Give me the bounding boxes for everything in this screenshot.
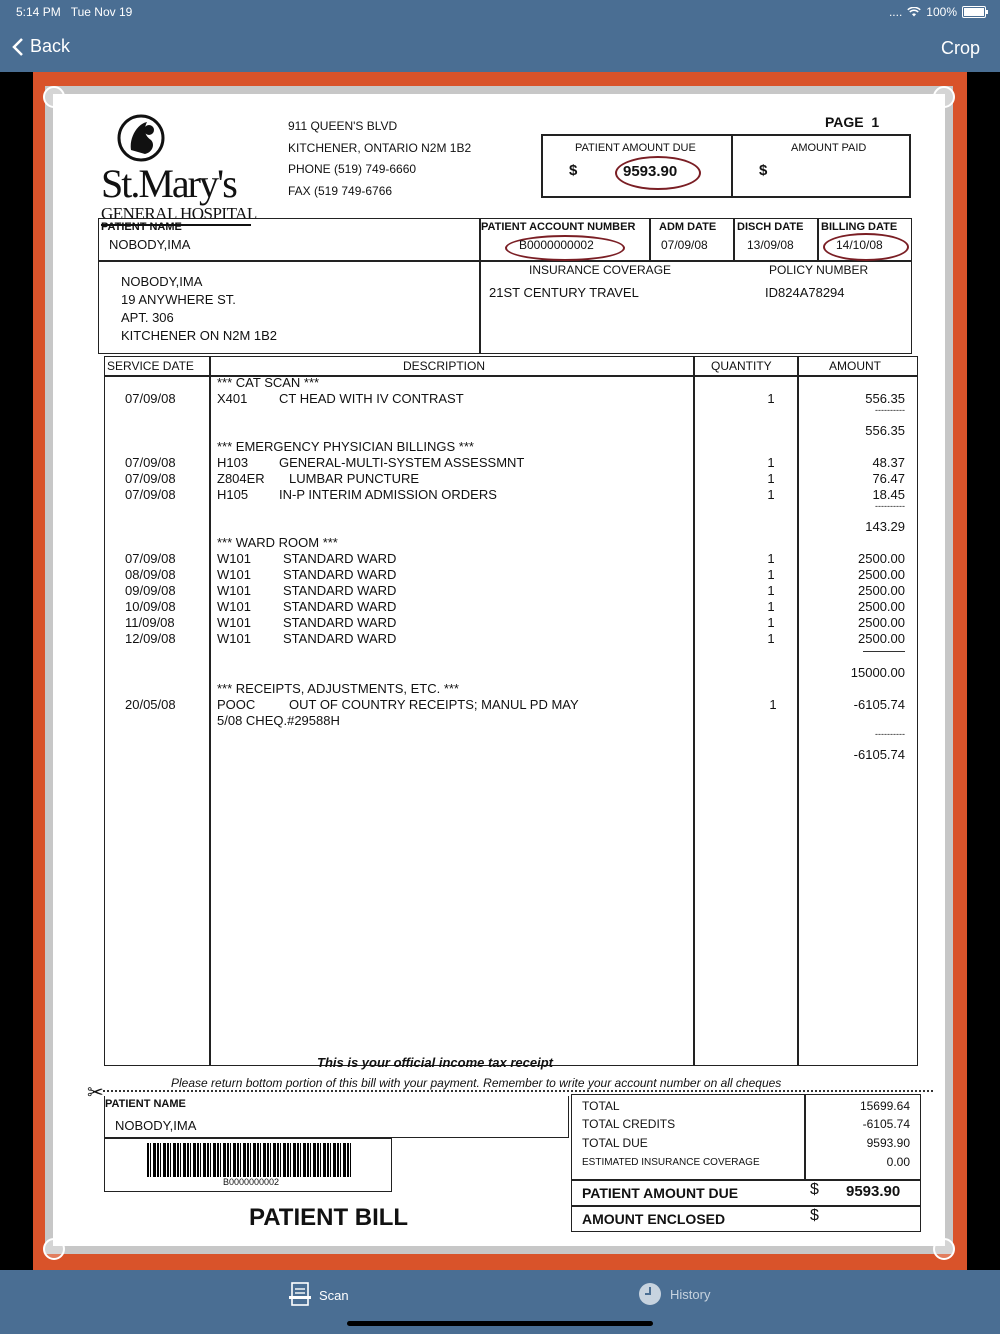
service-code: W101 <box>217 615 251 630</box>
totals-label: TOTAL <box>582 1099 620 1113</box>
patient-amount-due-value: 9593.90 <box>623 163 678 180</box>
crop-handle-bottom-right[interactable] <box>933 1238 955 1260</box>
address-line: 911 QUEEN'S BLVD <box>288 119 398 133</box>
hospital-address <box>288 116 471 202</box>
service-date: 07/09/08 <box>125 391 176 406</box>
patient-address-line: 19 ANYWHERE ST. <box>121 292 236 307</box>
service-code: W101 <box>217 583 251 598</box>
totals-value: 0.00 <box>886 1155 910 1169</box>
service-quantity: 1 <box>767 631 775 646</box>
currency-symbol: $ <box>569 162 578 179</box>
section-subtotal: 556.35 <box>865 423 905 438</box>
service-code: X401 <box>217 391 248 406</box>
box-divider <box>731 136 733 198</box>
service-amount: 2500.00 <box>858 615 905 630</box>
page-label: PAGE 1 <box>825 114 880 130</box>
scan-preview <box>0 72 1000 1270</box>
service-description: STANDARD WARD <box>283 615 397 630</box>
currency-symbol: $ <box>810 1207 819 1224</box>
status-bar <box>0 0 1000 24</box>
document-title: PATIENT BILL <box>249 1204 409 1231</box>
patient-name-value: NOBODY,IMA <box>109 237 191 252</box>
patient-address-line: NOBODY,IMA <box>121 274 203 289</box>
account-number-header: PATIENT ACCOUNT NUMBER <box>481 221 636 233</box>
hospital-name: St.Mary's <box>101 161 236 206</box>
service-quantity: 1 <box>767 487 775 502</box>
service-quantity: 1 <box>767 615 775 630</box>
clock-icon <box>638 1282 662 1306</box>
scanned-document <box>53 94 945 1246</box>
home-indicator <box>347 1321 653 1326</box>
barcode-box <box>104 1138 392 1192</box>
service-amount: 48.37 <box>872 455 905 470</box>
amount-header: AMOUNT <box>829 359 881 373</box>
stub-amount-due-value: 9593.90 <box>846 1183 901 1200</box>
service-date: 09/09/08 <box>125 583 176 598</box>
service-date: 08/09/08 <box>125 567 176 582</box>
subtotal-rule: ---------- <box>875 405 905 415</box>
service-code: H103 <box>217 455 249 470</box>
document-scan-icon <box>289 1282 311 1308</box>
section-subtotal: 15000.00 <box>850 665 905 680</box>
crop-handle-top-right[interactable] <box>933 86 955 108</box>
amount-paid-label: AMOUNT PAID <box>791 142 867 154</box>
back-label: Back <box>30 36 71 56</box>
amount-enclosed-label: AMOUNT ENCLOSED <box>582 1211 726 1227</box>
disch-date-value: 13/09/08 <box>747 238 794 252</box>
service-date: 12/09/08 <box>125 631 176 646</box>
service-quantity: 1 <box>767 471 775 486</box>
chevron-left-icon <box>12 37 24 57</box>
back-button[interactable] <box>12 36 70 57</box>
service-date-header: SERVICE DATE <box>107 359 194 373</box>
patient-address-line: APT. 306 <box>121 310 174 325</box>
totals-label: ESTIMATED INSURANCE COVERAGE <box>582 1157 760 1168</box>
service-description: IN-P INTERIM ADMISSION ORDERS <box>279 487 497 502</box>
tab-bar <box>0 1270 1000 1334</box>
service-quantity: 1 <box>767 599 775 614</box>
stub-amount-due-label: PATIENT AMOUNT DUE <box>582 1185 739 1201</box>
patient-address <box>121 273 277 345</box>
patient-info-table <box>98 218 912 354</box>
divider <box>693 357 695 1065</box>
scissors-icon: ✂ <box>87 1082 104 1104</box>
receipt-note: This is your official income tax receipt <box>317 1055 553 1070</box>
service-code: H105 <box>217 487 249 502</box>
status-indicators <box>889 5 986 19</box>
quantity-header: QUANTITY <box>711 359 772 373</box>
service-code: W101 <box>217 599 251 614</box>
service-quantity: 1 <box>767 567 775 582</box>
service-amount: 76.47 <box>872 471 905 486</box>
service-date: 07/09/08 <box>125 455 176 470</box>
currency-symbol: $ <box>759 162 768 179</box>
divider <box>479 219 481 353</box>
barcode-icon <box>147 1143 351 1177</box>
totals-value: 15699.64 <box>859 1099 910 1113</box>
section-subtotal: -6105.74 <box>853 747 905 762</box>
adm-date-value: 07/09/08 <box>661 238 708 252</box>
totals-box <box>571 1094 921 1232</box>
service-description: STANDARD WARD <box>283 583 397 598</box>
insurance-coverage-value: 21ST CENTURY TRAVEL <box>489 285 639 300</box>
stub-patient-name-box <box>104 1096 569 1138</box>
service-description-cont: 5/08 CHEQ.#29588H <box>217 713 340 728</box>
service-description: STANDARD WARD <box>283 567 397 582</box>
divider <box>572 1179 920 1181</box>
billing-date-value: 14/10/08 <box>836 238 883 252</box>
description-header: DESCRIPTION <box>403 359 486 373</box>
service-description: OUT OF COUNTRY RECEIPTS; MANUL PD MAY <box>289 697 579 712</box>
section-title: *** EMERGENCY PHYSICIAN BILLINGS *** <box>217 439 474 454</box>
subtotal-rule: ---------- <box>875 501 905 511</box>
service-description: STANDARD WARD <box>283 631 397 646</box>
service-date: 10/09/08 <box>125 599 176 614</box>
service-code: Z804ER <box>217 471 265 486</box>
service-amount: 2500.00 <box>858 631 905 646</box>
service-code: W101 <box>217 551 251 566</box>
address-line: KITCHENER, ONTARIO N2M 1B2 <box>288 140 472 155</box>
service-description: GENERAL-MULTI-SYSTEM ASSESSMNT <box>279 455 525 470</box>
stub-patient-name-value: NOBODY,IMA <box>115 1118 197 1133</box>
service-amount: 18.45 <box>872 487 905 502</box>
signal-icon: .... <box>888 5 903 19</box>
patient-address-line: KITCHENER ON N2M 1B2 <box>121 328 278 343</box>
divider <box>649 219 651 260</box>
tab-history-label: History <box>670 1286 711 1302</box>
charges-table <box>104 356 918 1066</box>
totals-value: 9593.90 <box>866 1136 910 1150</box>
crop-frame[interactable] <box>33 72 967 1270</box>
service-date: 07/09/08 <box>125 551 176 566</box>
totals-value: -6105.74 <box>862 1117 910 1131</box>
service-quantity: 1 <box>769 697 777 712</box>
service-code: W101 <box>217 631 251 646</box>
tab-history[interactable] <box>638 1282 710 1306</box>
totals-label: TOTAL CREDITS <box>582 1117 676 1131</box>
account-number-value: B0000000002 <box>519 238 594 252</box>
patient-name-header: PATIENT NAME <box>101 221 182 233</box>
divider <box>804 1095 806 1179</box>
service-quantity: 1 <box>767 455 775 470</box>
divider <box>733 219 735 260</box>
disch-date-header: DISCH DATE <box>737 221 804 233</box>
return-note: Please return bottom portion of this bill with your payment. Remember to write your account number on all cheques <box>171 1076 782 1090</box>
service-code: W101 <box>217 567 251 582</box>
battery-icon <box>962 6 986 18</box>
amount-boxes <box>541 134 911 198</box>
service-amount: 556.35 <box>865 391 905 406</box>
tab-scan[interactable] <box>289 1282 349 1308</box>
patient-amount-due-label: PATIENT AMOUNT DUE <box>575 142 696 154</box>
service-amount: 2500.00 <box>858 583 905 598</box>
address-fax: FAX (519 749-6766 <box>288 183 393 198</box>
section-title: *** WARD ROOM *** <box>217 535 338 550</box>
service-amount: -6105.74 <box>853 697 905 712</box>
divider <box>99 260 911 262</box>
service-date: 20/05/08 <box>125 697 176 712</box>
navigation-bar <box>0 24 1000 72</box>
paper-border <box>45 86 953 1254</box>
hospital-subtitle: GENERAL HOSPITAL <box>101 204 257 223</box>
crop-handle-top-left[interactable] <box>43 86 65 108</box>
section-subtotal: 143.29 <box>865 519 905 534</box>
wifi-icon <box>907 7 921 17</box>
hospital-logo-icon <box>101 110 173 162</box>
insurance-coverage-header: INSURANCE COVERAGE <box>529 263 672 277</box>
service-description: STANDARD WARD <box>283 551 397 566</box>
crop-button[interactable]: Crop <box>940 38 980 58</box>
service-description: LUMBAR PUNCTURE <box>289 471 420 486</box>
stub-patient-name-header: PATIENT NAME <box>105 1098 186 1110</box>
billing-date-header: BILLING DATE <box>821 221 898 233</box>
adm-date-header: ADM DATE <box>659 221 717 233</box>
service-quantity: 1 <box>767 583 775 598</box>
service-description: STANDARD WARD <box>283 599 397 614</box>
service-amount: 2500.00 <box>858 599 905 614</box>
service-amount: 2500.00 <box>858 567 905 582</box>
service-code: POOC <box>217 697 256 712</box>
subtotal-rule <box>863 651 905 652</box>
subtotal-rule: ---------- <box>875 729 905 739</box>
service-date: 07/09/08 <box>125 471 176 486</box>
section-title: *** RECEIPTS, ADJUSTMENTS, ETC. *** <box>217 681 459 696</box>
service-quantity: 1 <box>767 391 775 406</box>
cut-line <box>103 1090 933 1092</box>
divider <box>209 357 211 1065</box>
tab-scan-label: Scan <box>319 1287 349 1303</box>
policy-number-header: POLICY NUMBER <box>769 263 869 277</box>
divider <box>797 357 799 1065</box>
service-amount: 2500.00 <box>858 551 905 566</box>
battery-percent: 100% <box>926 5 957 19</box>
service-date: 11/09/08 <box>125 615 175 630</box>
barcode-number: B0000000002 <box>223 1177 280 1187</box>
policy-number-value: ID824A78294 <box>765 285 845 300</box>
currency-symbol: $ <box>810 1181 819 1198</box>
crop-handle-bottom-left[interactable] <box>43 1238 65 1260</box>
service-description: CT HEAD WITH IV CONTRAST <box>279 391 464 406</box>
totals-label: TOTAL DUE <box>582 1136 648 1150</box>
service-quantity: 1 <box>767 551 775 566</box>
service-date: 07/09/08 <box>125 487 176 502</box>
status-time: 5:14 PM Tue Nov 19 <box>16 5 133 19</box>
section-title: *** CAT SCAN *** <box>217 375 320 390</box>
divider <box>817 219 819 260</box>
divider <box>572 1205 920 1207</box>
address-phone: PHONE (519) 749-6660 <box>288 162 417 176</box>
